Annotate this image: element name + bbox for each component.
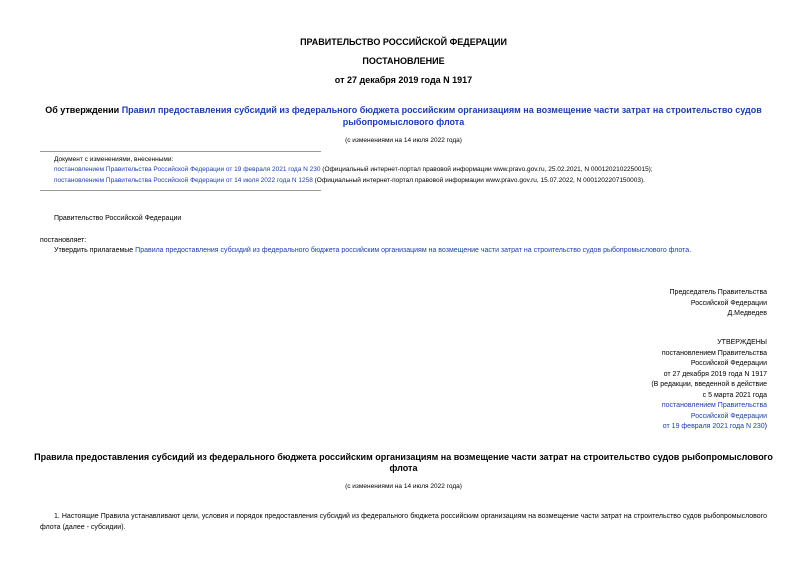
amendment-source: (Официальный интернет-портал правовой информации www.pravo.gov.ru, 25.02.2021, N 0001202102250015);: [320, 166, 653, 173]
approved-line: Российской Федерации: [690, 360, 767, 367]
title-prefix: Об утверждении: [45, 105, 122, 115]
signature-country: Российской Федерации: [690, 299, 767, 307]
approved-heading: УТВЕРЖДЕНЫ: [717, 339, 767, 346]
approve-prefix: Утвердить прилагаемые: [54, 247, 136, 254]
changes-note: (с изменениями на 14 июля 2022 года): [345, 137, 462, 144]
document-date-number: от 27 декабря 2019 года N 1917: [334, 75, 473, 85]
rules-title-line1: Правила предоставления субсидий из федерального бюджета российским организациям на возмещение части затрат на строительство судов рыбопромыслового: [34, 452, 773, 462]
signature-position: Председатель Правительства: [669, 289, 767, 296]
amended-intro: Документ с изменениями, внесенными:: [54, 156, 174, 163]
approved-line: от 27 декабря 2019 года N 1917: [663, 370, 767, 378]
signature-name: Д.Медведев: [727, 310, 767, 317]
decrees-word: постановляет:: [40, 237, 87, 244]
title-rules-link-line2[interactable]: рыбопромыслового флота: [342, 117, 465, 127]
divider-top: [40, 151, 321, 152]
approved-link-line2[interactable]: Российской Федерации: [690, 412, 767, 420]
amendment-link-1258[interactable]: постановлением Правительства Российской Федерации от 14 июля 2022 года N 1258: [54, 177, 313, 184]
government-heading: ПРАВИТЕЛЬСТВО РОССИЙСКОЙ ФЕДЕРАЦИИ: [300, 37, 507, 47]
approved-block: [651, 338, 767, 433]
signature-block: [670, 288, 767, 320]
amendment-source: (Официальный интернет-портал правовой информации www.pravo.gov.ru, 15.07.2022, N 0001202207150003).: [312, 177, 645, 184]
rules-title-line2: флота: [389, 463, 418, 473]
approved-link-line3[interactable]: от 19 февраля 2021 года N 230: [662, 423, 765, 430]
title-rules-link-line1[interactable]: Правил предоставления субсидий из федерального бюджета российским организациям на возмещение части затрат на строительство судов: [121, 105, 762, 115]
approved-edition: (В редакции, введенной в действие: [651, 381, 767, 388]
amendment-item: [54, 176, 645, 185]
document-title: [0, 105, 807, 116]
amendment-item: [54, 165, 653, 174]
amendment-link-230[interactable]: постановлением Правительства Российской Федерации от 19 февраля 2021 года N 230: [54, 166, 321, 173]
rules-paragraph-1: 1. Настоящие Правила устанавливают цели, условия и порядок предоставления субсидий из федерального бюджета российским организациям на возмещение части затрат на строительство судов рыбопромыслового флота (далее - субсидии).: [40, 513, 767, 531]
rules-changes-note: (с изменениями на 14 июля 2022 года): [345, 483, 462, 490]
approve-rules-link[interactable]: Правила предоставления субсидий из федерального бюджета российским организациям на возмещение части затрат на строительство судов рыбопромыслового флота.: [135, 247, 692, 254]
approved-edition-date: с 5 марта 2021 года: [702, 391, 767, 399]
approve-paragraph: [54, 246, 691, 255]
approved-line: постановлением Правительства: [661, 349, 767, 357]
approved-link-line1[interactable]: постановлением Правительства: [661, 402, 767, 409]
document-type: ПОСТАНОВЛЕНИЕ: [362, 56, 445, 66]
government-rf: Правительство Российской Федерации: [54, 215, 182, 222]
approved-close-paren: ): [764, 423, 767, 430]
divider-bottom: [40, 190, 321, 191]
